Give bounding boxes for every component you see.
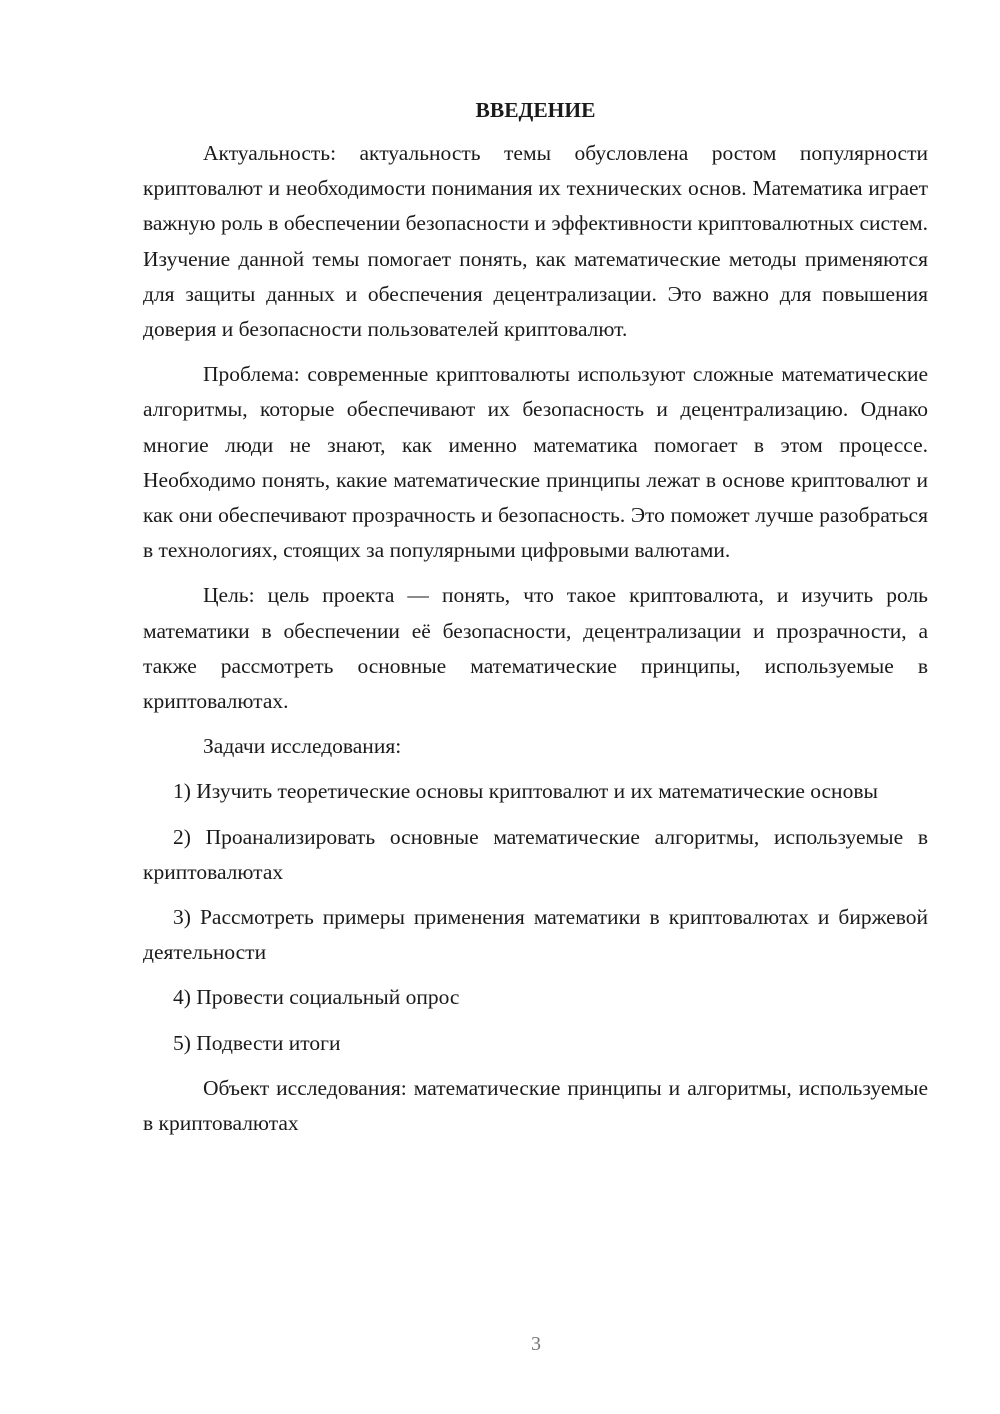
- page-number: 3: [531, 1333, 541, 1355]
- document-page: [143, 92, 928, 1151]
- task-item-4: 4) Провести социальный опрос: [173, 985, 460, 1010]
- task-item-1: 1) Изучить теоретические основы криптовалют и их математические основы: [173, 779, 878, 804]
- paragraph-object: Объект исследования: математические принципы и алгоритмы, используемые в криптовалютах: [143, 1075, 928, 1136]
- task-item-3: 3) Рассмотреть примеры применения математики в криптовалютах и биржевой деятельности: [143, 905, 928, 965]
- paragraph-problem: Проблема: современные криптовалюты используют сложные математические алгоритмы, которые обеспечивают их безопасность и децентрализацию. Однако многие люди не знают, как именно математика помогает в этом процессе. Необходимо понять, какие математические принципы лежат в основе криптовалют и как они обеспечивают прозрачность и безопасность. Это поможет лучше разобраться в технологиях, стоящих за популярными цифровыми валютами.: [143, 362, 928, 563]
- paragraph-goal: Цель: цель проекта — понять, что такое криптовалюта, и изучить роль математики в обеспечении её безопасности, децентрализации и прозрачности, а также рассмотреть основные математические принципы, используемые в криптовалютах.: [143, 583, 928, 714]
- task-item-5: 5) Подвести итоги: [173, 1030, 341, 1055]
- paragraph-tasks-title: Задачи исследования:: [203, 734, 402, 759]
- section-heading: ВВЕДЕНИЕ: [475, 98, 596, 122]
- task-item-2: 2) Проанализировать основные математические алгоритмы, используемые в криптовалютах: [143, 824, 928, 884]
- paragraph-relevance: Актуальность: актуальность темы обусловлена ростом популярности криптовалют и необходимости понимания их технических основ. Математика играет важную роль в обеспечении безопасности и эффективности криптовалютных систем. Изучение данной темы помогает понять, как математические методы применяются для защиты данных и обеспечения децентрализации. Это важно для повышения доверия и безопасности пользователей криптовалют.: [143, 141, 928, 342]
